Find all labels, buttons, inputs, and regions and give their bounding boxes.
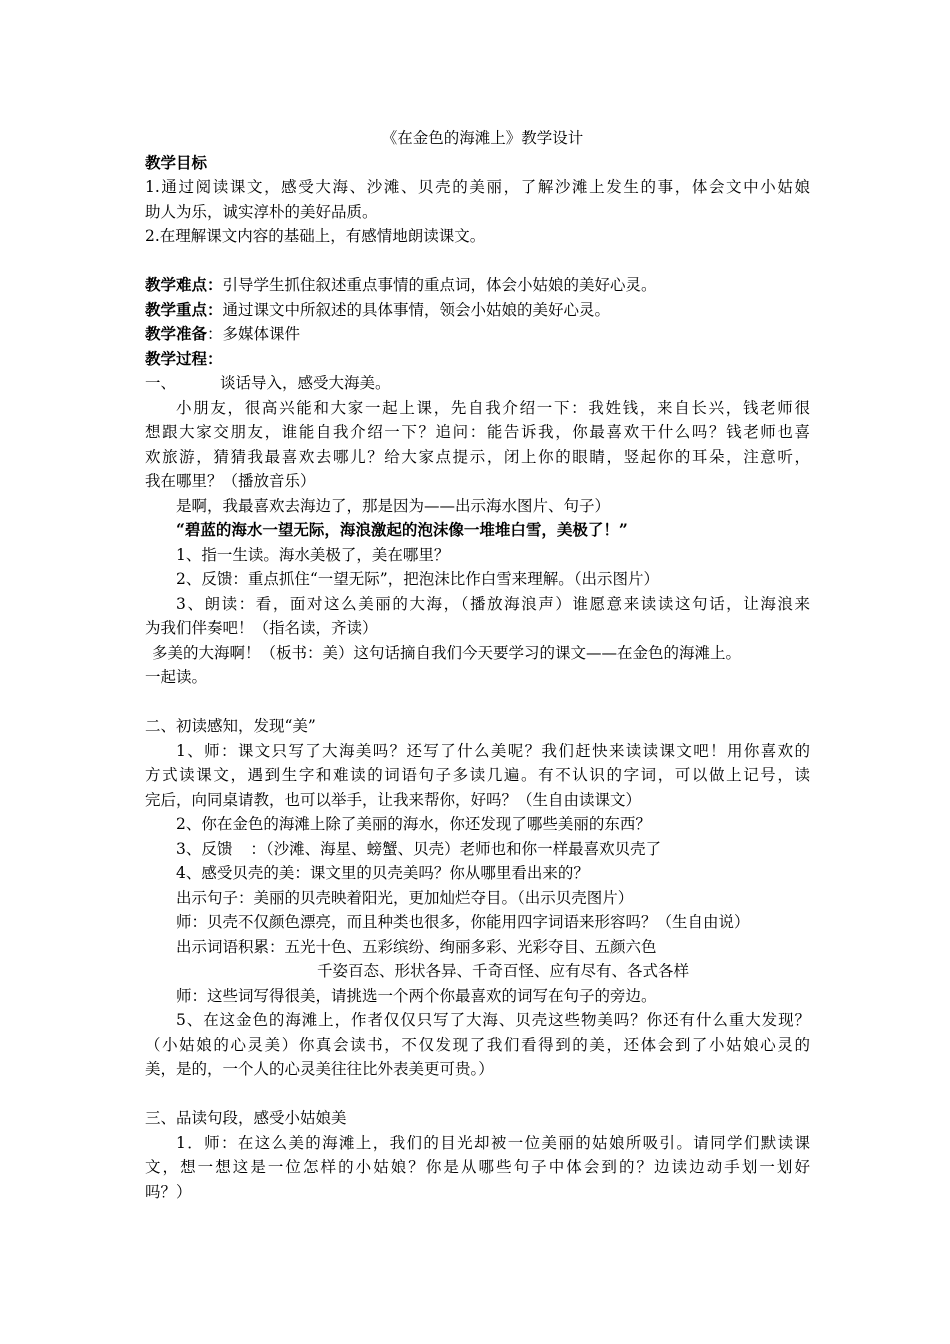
section-1-heading [145,371,810,396]
key-text: 通过课文中所叙述的具体事情，领会小姑娘的美好心灵。 [222,300,611,319]
section-2-heading: 二、初读感知，发现“美” [145,717,316,735]
prep-label: 教学准备 [145,324,208,343]
key-point [145,298,810,323]
s2-item-2: 2、你在金色的海滩上除了美丽的海水，你还发现了哪些美丽的东西？ [176,815,651,833]
s1-para1-line-4: 我在哪里？（播放音乐） [145,472,316,490]
difficult-point [145,273,810,298]
s1-para1-line-2: 想跟大家交朋友，谁能自我介绍一下？追问：能告诉我，你最喜欢干什么吗？钱老师也喜 [145,423,810,441]
s2-item-5-line-3: 美，是的，一个人的心灵美往往比外表美更可贵。） [145,1060,494,1078]
key-label: 教学重点： [145,299,223,319]
s2-item-3 [145,837,810,862]
goal-2: 2.在理解课文内容的基础上，有感情地朗读课文。 [145,227,486,245]
prep-text: 多媒体课件 [222,325,301,343]
preparation [145,322,810,347]
s2-item-3-label: 3、反馈 [176,839,233,858]
s3-item-1-line-1: 1．师：在这么美的海滩上，我们的目光却被一位美丽的姑娘所吸引。请同学们默读课 [176,1133,810,1152]
s1-quote: “碧蓝的海水一望无际，海浪激起的泡沫像一堆堆白雪，美极了！” [176,520,628,539]
goal-1-line-2: 助人为乐，诚实淳朴的美好品质。 [145,202,378,221]
prep-sep: ： [207,325,223,343]
s1-para1-line-3: 欢旅游，猜猜我最喜欢去哪儿？给大家点提示，闭上你的眼睛，竖起你的耳朵，注意听， [145,447,810,466]
blank-line [145,690,810,715]
s1-item-3-line-2: 为我们伴奏吧！（指名读，齐读） [145,619,378,637]
s2-item-4: 4、感受贝壳的美：课文里的贝壳美吗？你从哪里看出来的？ [176,864,589,882]
difficult-text: 引导学生抓住叙述重点事情的重点词，体会小姑娘的美好心灵。 [222,276,657,294]
s1-para2: 是啊，我最喜欢去海边了，那是因为——出示海水图片、句子） [176,496,611,515]
section-1-title: 谈话导入，感受大海美。 [220,374,391,392]
section-1-number: 一、 [145,374,177,392]
s2-item-5-line-2: （小姑娘的心灵美）你真会读书，不仅发现了我们看得到的美，还体会到了小姑娘心灵的 [145,1035,810,1054]
goal-1-line-1: 1.通过阅读课文，感受大海、沙滩、贝壳的美丽，了解沙滩上发生的事，体会文中小姑娘 [145,178,810,196]
s2-words-line-1: 出示词语积累：五光十色、五彩缤纷、绚丽多彩、光彩夺目、五颜六色 [176,937,657,956]
s1-item-2: 2、反馈：重点抓住“一望无际”，把泡沫比作白雪来理解。（出示图片） [176,570,659,588]
s2-item-1-line-2: 方式读课文，遇到生字和难读的词语句子多读几遍。有不认识的字词，可以做上记号，读 [145,766,810,784]
s3-item-1-line-2: 文，想一想这是一位怎样的小姑娘？你是从哪些句子中体会到的？边读边动手划一划好 [145,1158,810,1176]
section-3-heading: 三、品读句段，感受小姑娘美 [145,1109,347,1127]
s1-para1-line-1: 小朋友，很高兴能和大家一起上课，先自我介绍一下：我姓钱，来自长兴，钱老师很 [176,398,810,417]
s1-item-3-line-1: 3、朗读：看，面对这么美丽的大海，（播放海浪声）谁愿意来读读这句话，让海浪来 [176,594,810,613]
s1-item-1: 1、指一生读。海水美极了，美在哪里？ [176,545,450,564]
s2-item-1-line-3: 完后，向同桌请教，也可以举手，让我来帮你，好吗？（生自由读课文） [145,790,642,809]
process-heading: 教学过程： [145,348,223,368]
s2-teacher-1: 师：贝壳不仅颜色漂亮，而且种类也很多，你能用四字词语来形容吗？（生自由说） [176,913,750,931]
s3-item-1-line-3: 吗？） [145,1182,192,1201]
s2-show-sentence: 出示句子：美丽的贝壳映着阳光，更加灿烂夺目。（出示贝壳图片） [176,888,634,907]
s2-item-5-line-1: 5、在这金色的海滩上，作者仅仅只写了大海、贝壳这些物美吗？你还有什么重大发现？ [176,1011,810,1029]
s2-teacher-2: 师：这些词写得很美，请挑选一个两个你最喜欢的词写在句子的旁边。 [176,986,657,1005]
s2-item-1-line-1: 1、师：课文只写了大海美吗？还写了什么美呢？我们赶快来读读课文吧！用你喜欢的 [176,741,810,760]
document-title: 《在金色的海滩上》教学设计 [381,129,584,147]
s2-item-3-text: ：（沙滩、海星、螃蟹、贝壳）老师也和你一样最喜欢贝壳了 [250,839,662,858]
s2-words-line-2: 千姿百态、形状各异、千奇百怪、应有尽有、各式各样 [317,962,690,980]
s1-para3-line-2: 一起读。 [145,668,208,686]
blank-line [145,1082,810,1107]
difficult-label: 教学难点： [145,275,223,294]
s1-para3-line-1: 多美的大海啊！（板书：美）这句话摘自我们今天要学习的课文——在金色的海滩上。 [152,643,742,662]
goals-heading: 教学目标 [145,152,208,172]
blank-line [145,249,810,274]
